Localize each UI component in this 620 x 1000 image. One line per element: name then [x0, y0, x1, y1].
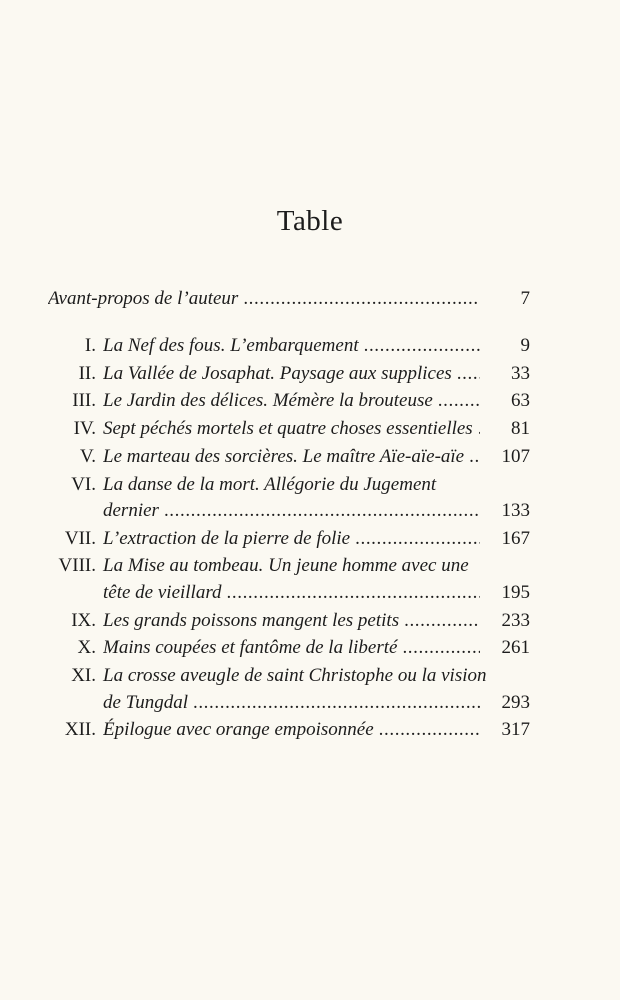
dot-leader: [364, 333, 480, 359]
entry-page-number: 63: [511, 390, 530, 412]
entry-title: L’extraction de la pierre de folie: [103, 527, 351, 549]
entry-page-number: 7: [520, 288, 530, 309]
chapter-number: V.: [79, 445, 96, 467]
toc-entry-chapter[interactable]: [0, 526, 620, 553]
dot-leader: [438, 388, 480, 414]
chapter-number: I.: [84, 335, 96, 356]
entry-page-number: 133: [501, 500, 530, 521]
entry-title-line: [103, 388, 480, 414]
dot-leader: [193, 690, 480, 716]
toc-entry-chapter[interactable]: [0, 472, 620, 525]
entry-title: La Vallée de Josaphat. Paysage aux supplices: [103, 362, 452, 384]
entry-title-line: [103, 444, 480, 470]
entry-title: tête de vieillard: [103, 581, 222, 603]
dot-leader: [355, 526, 480, 552]
entry-page-number: 233: [501, 609, 530, 631]
entry-title-line: [103, 498, 480, 524]
toc-entry-chapter[interactable]: [0, 608, 620, 635]
entry-title-line: [48, 286, 480, 312]
dot-leader: [379, 717, 480, 743]
entry-page-number: 195: [501, 581, 530, 603]
dot-leader: [478, 416, 480, 442]
chapter-number: XII.: [64, 719, 96, 741]
chapter-number: IV.: [73, 418, 96, 440]
entry-title: La Nef des fous. L’embarquement: [103, 335, 359, 356]
entry-title: Les grands poissons mangent les petits: [103, 609, 400, 631]
dot-leader: [404, 608, 480, 634]
dot-leader: [164, 498, 480, 524]
entry-page-number: 317: [501, 719, 530, 741]
chapter-number: VI.: [71, 473, 96, 495]
entry-title: Mains coupées et fantôme de la liberté: [103, 637, 398, 659]
dot-leader: [457, 361, 480, 387]
entry-title: Épilogue avec orange empoisonnée: [103, 719, 374, 741]
entry-title: Sept péchés mortels et quatre choses essentielles: [103, 418, 473, 440]
entry-page-number: 167: [501, 527, 530, 549]
dot-leader: [402, 635, 480, 661]
chapter-number: IX.: [71, 609, 96, 631]
toc-entry-chapter[interactable]: [0, 663, 620, 716]
entry-title-line: [103, 526, 480, 552]
entry-page-number: 261: [501, 637, 530, 659]
entry-title-line: [103, 717, 480, 743]
entry-page-number: 107: [501, 445, 530, 467]
entry-title: La crosse aveugle de saint Christophe ou la vision: [103, 665, 487, 686]
dot-leader: [227, 580, 480, 606]
chapter-number: III.: [72, 390, 96, 412]
chapter-number: VII.: [64, 527, 96, 549]
entry-title: La danse de la mort. Allégorie du Jugement: [103, 473, 437, 495]
entry-title-line: [103, 635, 480, 661]
entry-title-line: [103, 580, 480, 606]
entry-page-number: 9: [520, 335, 530, 356]
entry-title-line: [103, 333, 480, 359]
chapter-number: VIII.: [58, 555, 96, 577]
dot-leader: [469, 444, 480, 470]
toc-entry-chapter[interactable]: [0, 444, 620, 471]
toc-entry-chapter[interactable]: [0, 635, 620, 662]
entry-title: La Mise au tombeau. Un jeune homme avec une: [103, 555, 469, 577]
entry-title: Le Jardin des délices. Mémère la brouteuse: [103, 390, 433, 412]
entry-page-number: 293: [501, 691, 530, 713]
dot-leader: [243, 286, 480, 312]
toc-entry-chapter[interactable]: [0, 388, 620, 415]
toc-entry-chapter[interactable]: [0, 361, 620, 388]
toc-entry-chapter[interactable]: [0, 333, 620, 360]
toc-entry-chapter[interactable]: [0, 416, 620, 443]
entry-title: de Tungdal: [103, 691, 188, 713]
entry-title-line: [103, 690, 480, 716]
entry-page-number: 33: [511, 362, 530, 384]
entry-title-line: [103, 416, 480, 442]
entry-title-line: [103, 608, 480, 634]
chapter-number: XI.: [71, 665, 96, 686]
toc-entry-chapter[interactable]: [0, 717, 620, 744]
chapter-number: II.: [78, 362, 96, 384]
page-title: Table: [276, 205, 344, 237]
entry-title: Le marteau des sorcières. Le maître Aïe-aïe-aïe: [103, 445, 465, 467]
chapter-number: X.: [77, 637, 96, 659]
entry-title-line: [103, 361, 480, 387]
entry-title: dernier: [103, 500, 159, 521]
entry-page-number: 81: [511, 418, 530, 440]
toc-entry-chapter[interactable]: [0, 553, 620, 606]
entry-title: Avant-propos de l’auteur: [48, 288, 239, 309]
toc-entry-preface[interactable]: [0, 286, 620, 313]
